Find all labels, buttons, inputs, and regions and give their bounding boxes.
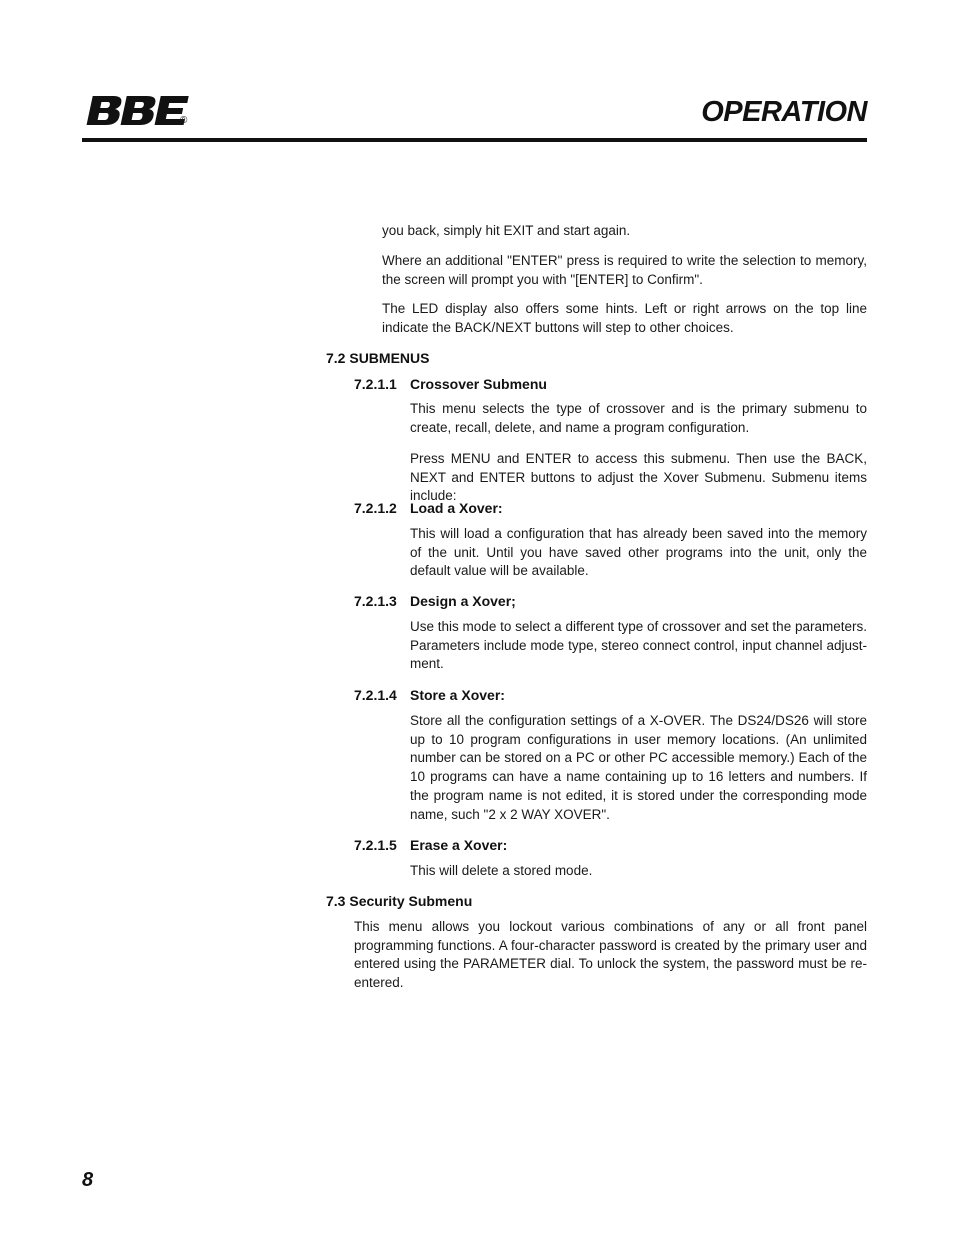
page-number: 8 — [82, 1169, 94, 1191]
store-paragraph: Store all the configuration settings of a X-OVER. The DS24/DS26 will store up to 10 program configurations in user memory locations. (An unlimited number can be stored on a PC or other PC accessible memory.) Each of the 10 programs can have a name containing up to 16 letters and numbers. If the program name is not edited, it is stored under the corresponding mode name, such "2 x 2 WAY XOVER". — [410, 713, 867, 822]
intro-paragraph-2: Where an additional "ENTER" press is required to write the selection to memory, the screen will prompt you with "[ENTER] to Confirm". — [382, 253, 867, 287]
intro-paragraph-1: you back, simply hit EXIT and start again. — [382, 223, 631, 238]
design-paragraph: Use this mode to select a different type of crossover and set the parameters. Parameters include mode type, stereo connect control, input channel adjust-ment. — [410, 619, 867, 672]
subsection-title: Store a Xover: — [410, 687, 505, 703]
subsection-heading-store — [354, 686, 505, 704]
section-heading-submenus: 7.2 SUBMENUS — [326, 350, 430, 366]
bbe-logo-mark — [82, 90, 194, 132]
load-paragraph: This will load a configuration that has already been saved into the memory of the unit. Until you have saved other programs into the unit, only the default value will be available. — [410, 526, 867, 579]
erase-paragraph: This will delete a stored mode. — [410, 863, 593, 878]
bbe-logo — [82, 90, 194, 132]
subsection-title: Crossover Submenu — [410, 376, 547, 392]
subsection-number: 7.2.1.1 — [354, 376, 397, 392]
section-heading-security: 7.3 Security Submenu — [326, 893, 473, 909]
subsection-number: 7.2.1.2 — [354, 500, 397, 516]
subsection-heading-design — [354, 592, 516, 610]
page-title: OPERATION — [701, 96, 867, 128]
subsection-title: Load a Xover: — [410, 500, 503, 516]
subsection-title: Design a Xover; — [410, 593, 516, 609]
crossover-paragraph-1: This menu selects the type of crossover and is the primary submenu to create, recall, delete, and name a program configuration. — [410, 401, 867, 435]
subsection-number: 7.2.1.5 — [354, 837, 397, 853]
security-paragraph: This menu allows you lockout various combinations of any or all front panel programming functions. A four-character password is created by the primary user and entered using the PARAMETER dial. To unlock the system, the password must be re-entered. — [354, 919, 867, 991]
intro-paragraph-3: The LED display also offers some hints. Left or right arrows on the top line indicate the BACK/NEXT buttons will step to other choices. — [382, 301, 867, 335]
crossover-paragraph-2: Press MENU and ENTER to access this submenu. Then use the BACK, NEXT and ENTER buttons to adjust the Xover Submenu. Submenu items include: — [410, 451, 867, 504]
subsection-number: 7.2.1.4 — [354, 687, 397, 703]
page-header — [82, 84, 867, 144]
subsection-heading-erase — [354, 836, 507, 854]
subsection-heading-crossover — [354, 375, 547, 393]
subsection-title: Erase a Xover: — [410, 837, 508, 853]
subsection-number: 7.2.1.3 — [354, 593, 397, 609]
registered-mark: ® — [180, 115, 188, 126]
header-rule — [82, 138, 867, 142]
subsection-heading-load — [354, 499, 503, 517]
